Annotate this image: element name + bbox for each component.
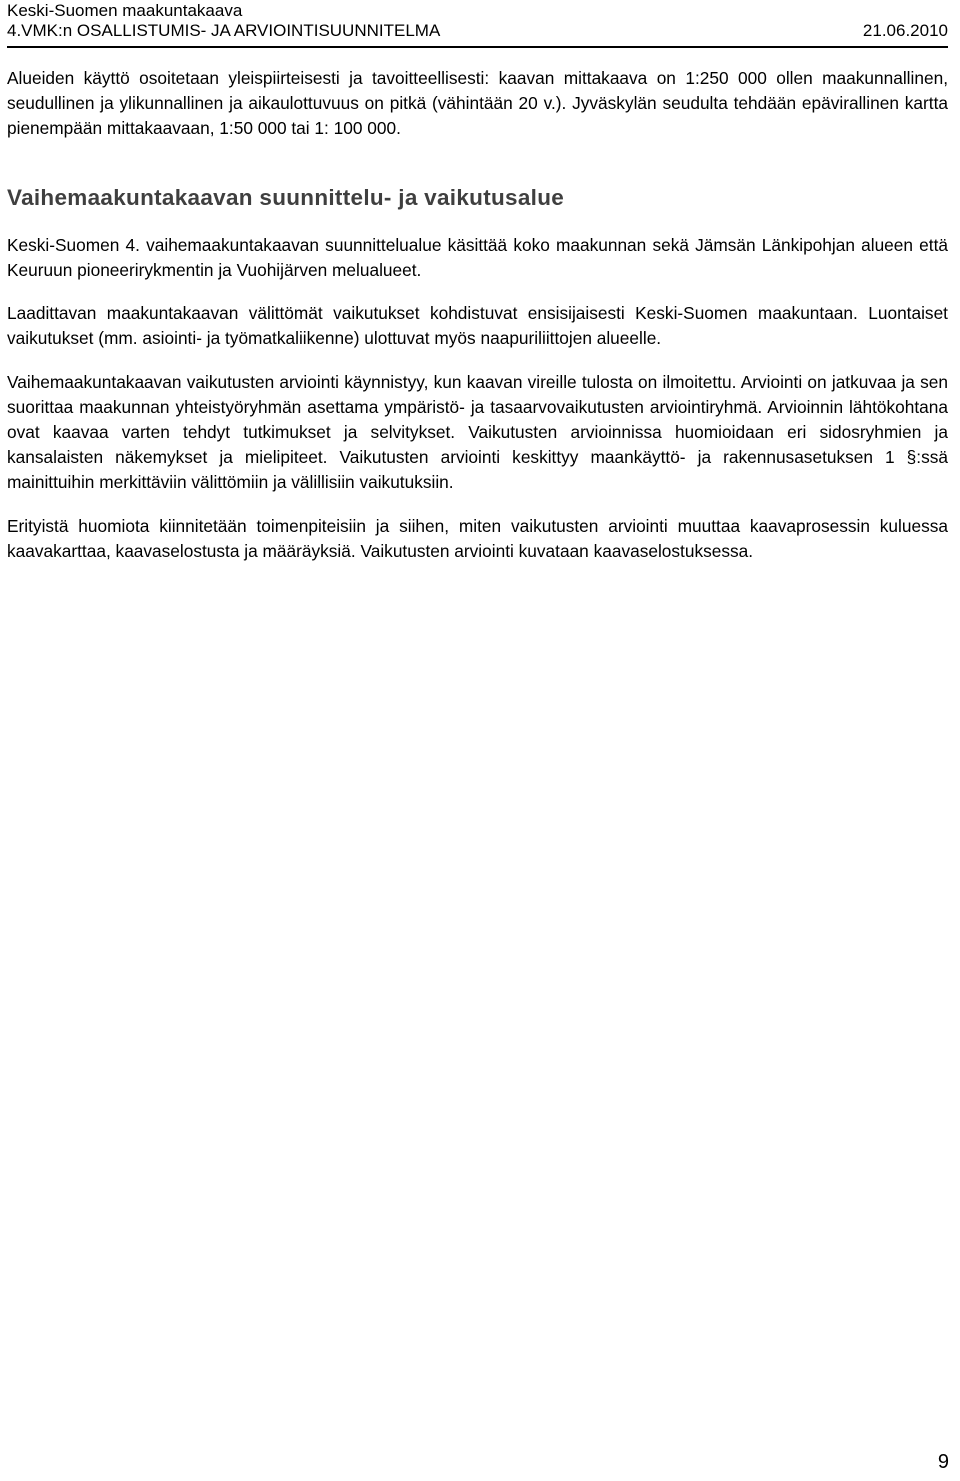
header-date: 21.06.2010 (862, 21, 948, 40)
page-header (7, 0, 948, 46)
paragraph-assessment: Vaihemaakuntakaavan vaikutusten arviointi käynnistyy, kun kaavan vireille tulosta on ilmoitettu. Arviointi on jatkuvaa ja sen suorittaa maakunnan yhteistyöryhmän asettama ympäristö- ja tasaarvovaikutusten arviointiryhmä. Arvioinnin lähtökohtana ovat kaavaa varten tehdyt tutkimukset ja selvitykset. Vaikutusten arvioinnissa huomioidaan eri sidosryhmien ja kansalaisten näkemykset ja mielipiteet. Vaikutusten arviointi keskittyy maankäyttö- ja rakennusasetuksen 1 §:ssä mainittuihin merkittäviin välittömiin ja välillisiin vaikutuksiin. (7, 372, 948, 492)
header-subtitle: 4.VMK:n OSALLISTUMIS- JA ARVIOINTISUUNNITELMA (7, 21, 441, 40)
header-divider (7, 46, 948, 48)
paragraph-planning-area: Keski-Suomen 4. vaihemaakuntakaavan suunnittelualue käsittää koko maakunnan sekä Jämsän Länkipohjan alueen että Keuruun pioneerirykmentin ja Vuohijärven melualueet. (7, 235, 948, 280)
header-title: Keski-Suomen maakuntakaava (7, 1, 243, 20)
document-body (7, 66, 948, 564)
paragraph-attention: Erityistä huomiota kiinnitetään toimenpiteisiin ja siihen, miten vaikutusten arviointi muuttaa kaavaprosessin kuluessa kaavakarttaa, kaavaselostusta ja määräyksiä. Vaikutusten arviointi kuvataan kaavaselostuksessa. (7, 516, 948, 561)
paragraph-scale: Alueiden käyttö osoitetaan yleispiirteisesti ja tavoitteellisesti: kaavan mittakaava on 1:250 000 ollen maakunnallinen, seudullinen ja ylikunnallinen ja aikaulottuvuus on pitkä (vähintään 20 v.). Jyväskylän seudulta tehdään epävirallinen kartta pienempään mittakaavaan, 1:50 000 tai 1: 100 000. (7, 68, 948, 138)
paragraph-impacts: Laadittavan maakuntakaavan välittömät vaikutukset kohdistuvat ensisijaisesti Keski-Suomen maakuntaan. Luontaiset vaikutukset (mm. asiointi- ja työmatkaliikenne) ulottuvat myös naapuriliittojen alueelle. (7, 303, 948, 348)
section-heading: Vaihemaakuntakaavan suunnittelu- ja vaikutusalue (7, 185, 565, 210)
page-number: 9 (937, 1451, 949, 1473)
